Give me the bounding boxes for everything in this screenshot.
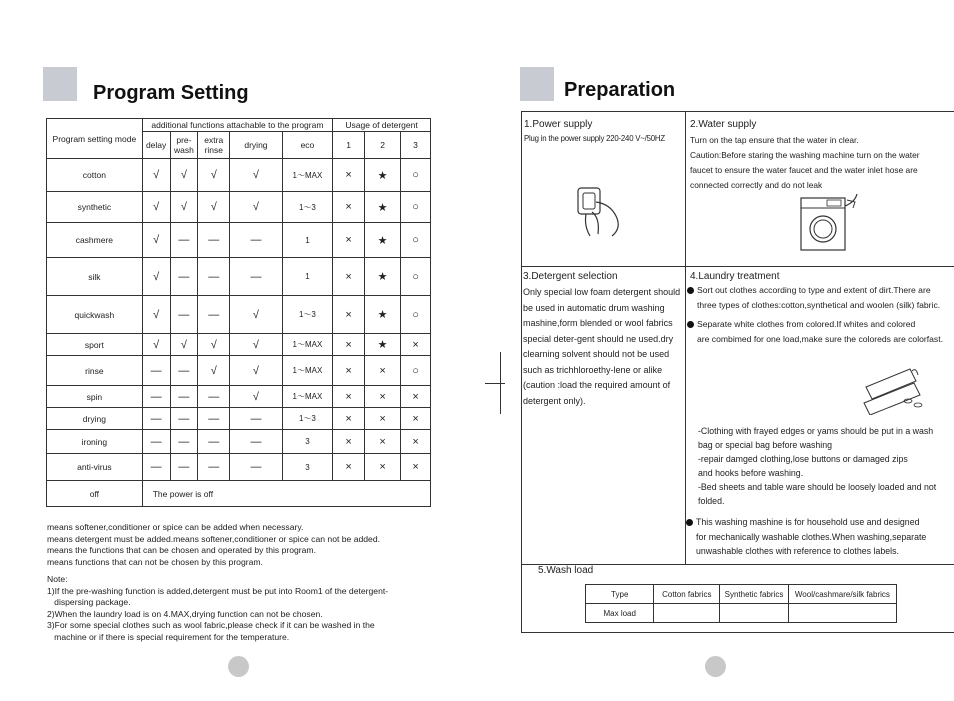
table-cell: ★: [365, 192, 401, 223]
detergent-line: be used in automatic drum washing: [523, 302, 665, 313]
sub-header-3: drying: [230, 132, 283, 159]
wash-load-header-1: Cotton fabrics: [654, 585, 720, 604]
table-cell: ×: [365, 356, 401, 386]
sub-header-4: eco: [282, 132, 332, 159]
table-cell: √: [142, 258, 170, 296]
table-cell: —: [142, 454, 170, 481]
section-marker: [43, 67, 77, 101]
table-row: [47, 356, 431, 386]
table-cell: √: [198, 356, 230, 386]
table-cell: —: [230, 223, 283, 258]
water-line: connected correctly and do not leak: [690, 180, 823, 190]
table-cell: —: [230, 258, 283, 296]
mode-label: anti-virus: [47, 454, 143, 481]
plug-illustration: [572, 182, 632, 242]
table-cell: √: [142, 192, 170, 223]
legend-line: means detergent must be added.means softener,conditioner or spice can not be added.: [47, 533, 380, 544]
note-line: 3)For some special clothes such as wool fabric,please check if it can be washed in the: [47, 620, 375, 630]
bullet-dot: [687, 321, 694, 328]
table-row: [47, 408, 431, 430]
table-cell: —: [198, 408, 230, 430]
table-cell: 1～3: [282, 192, 332, 223]
instruction-line: -repair damged clothing,lose buttons or damaged zips: [698, 454, 908, 464]
wash-load-header-0: Type: [586, 585, 654, 604]
table-cell: ×: [365, 408, 401, 430]
table-cell: —: [170, 296, 198, 334]
detergent-usage-header: Usage of detergent: [333, 119, 431, 132]
table-cell: √: [198, 334, 230, 356]
table-cell: ○: [401, 159, 431, 192]
table-cell: ★: [365, 296, 401, 334]
water-supply-text: [690, 133, 920, 193]
laundry-bullet-2: [687, 317, 943, 347]
note-line: 2)When the laundry load is on 4.MAX,drying function can not be chosen.: [47, 608, 323, 619]
table-cell: √: [230, 334, 283, 356]
table-cell: 1～3: [282, 408, 332, 430]
instruction-line: -Clothing with frayed edges or yams should be put in a wash: [698, 426, 934, 436]
table-cell: ×: [333, 192, 365, 223]
instruction-line: -Bed sheets and table ware should be loosely loaded and not: [698, 482, 937, 492]
sub-header-1: pre- wash: [170, 132, 198, 159]
table-cell: ×: [365, 386, 401, 408]
bullet-line: for mechanically washable clothes.When washing,separate: [696, 531, 927, 542]
max-load-label: Max load: [586, 604, 654, 623]
note-line: 1)If the pre-washing function is added,detergent must be put into Room1 of the detergent-: [47, 585, 389, 596]
table-cell: ○: [401, 296, 431, 334]
program-setting-table: [46, 118, 431, 507]
table-cell: ×: [333, 386, 365, 408]
mode-label: quickwash: [47, 296, 143, 334]
water-supply-heading: 2.Water supply: [690, 119, 757, 130]
wash-load-header-3: Wool/cashmare/silk fabrics: [788, 585, 896, 604]
table-cell: 1～3: [282, 296, 332, 334]
laundry-heading: 4.Laundry treatment: [690, 271, 780, 282]
table-cell: √: [230, 356, 283, 386]
mode-label: spin: [47, 386, 143, 408]
table-cell: ○: [401, 258, 431, 296]
table-cell: √: [142, 159, 170, 192]
table-cell: —: [198, 386, 230, 408]
cell: [788, 604, 896, 623]
mode-label: silk: [47, 258, 143, 296]
table-cell: ×: [333, 408, 365, 430]
table-cell: 1～MAX: [282, 334, 332, 356]
instruction-line: and hooks before washing.: [698, 468, 804, 478]
bullet-line: unwashable clothes with reference to clothes labels.: [696, 546, 899, 556]
note-line: machine or if there is special requirement for the temperature.: [47, 631, 290, 642]
wash-load-heading: 5.Wash load: [538, 565, 594, 576]
table-row: [47, 334, 431, 356]
mode-label: drying: [47, 408, 143, 430]
detergent-line: such as trichhloroethy-lene or alike: [523, 364, 663, 375]
mode-label: cotton: [47, 159, 143, 192]
table-cell: 3: [282, 454, 332, 481]
table-cell: ×: [333, 430, 365, 454]
table-cell: ×: [333, 296, 365, 334]
mode-header: Program setting mode: [47, 119, 143, 159]
notes: [47, 574, 388, 643]
table-cell: —: [142, 408, 170, 430]
detergent-col-2: 2: [365, 132, 401, 159]
table-cell: ×: [333, 454, 365, 481]
table-cell: 1～MAX: [282, 356, 332, 386]
table-cell: —: [142, 386, 170, 408]
table-row: [47, 296, 431, 334]
instruction-line: folded.: [698, 496, 725, 506]
table-cell: √: [230, 159, 283, 192]
table-cell: ★: [365, 223, 401, 258]
bullet-line: Sort out clothes according to type and extent of dirt.There are: [687, 283, 940, 298]
mode-label: off: [47, 481, 143, 507]
table-cell: √: [142, 296, 170, 334]
table-row: [47, 430, 431, 454]
mode-label: sport: [47, 334, 143, 356]
page-title-program-setting: Program Setting: [93, 82, 249, 104]
detergent-text: [523, 285, 680, 409]
bullet-line: This washing mashine is for household use and designed: [686, 515, 926, 530]
table-cell: √: [230, 296, 283, 334]
table-cell: √: [170, 159, 198, 192]
table-row: [47, 159, 431, 192]
power-supply-heading: 1.Power supply: [524, 119, 593, 130]
table-cell: √: [170, 192, 198, 223]
crop-mark: [485, 383, 505, 384]
table-cell: —: [170, 408, 198, 430]
bullet-dot: [686, 519, 693, 526]
divider: [685, 111, 686, 565]
table-cell: 1: [282, 258, 332, 296]
laundry-instructions: [698, 424, 936, 508]
detergent-line: special deter-gent should ne used.dry: [523, 333, 674, 344]
table-cell: —: [198, 296, 230, 334]
detergent-col-3: 3: [401, 132, 431, 159]
table-cell: —: [170, 386, 198, 408]
table-cell: —: [170, 356, 198, 386]
mode-label: synthetic: [47, 192, 143, 223]
table-cell: 1～MAX: [282, 159, 332, 192]
mode-label: cashmere: [47, 223, 143, 258]
note-title: Note:: [47, 574, 68, 584]
table-cell: —: [142, 430, 170, 454]
table-cell: —: [170, 454, 198, 481]
table-cell: ○: [401, 223, 431, 258]
legend-line: means the functions that can be chosen and operated by this program.: [47, 545, 316, 555]
off-text: The power is off: [142, 481, 430, 507]
table-cell: ×: [401, 430, 431, 454]
water-line: faucet to ensure the water faucet and the water inlet hose are: [690, 165, 918, 175]
divider: [521, 266, 954, 267]
table-cell: —: [170, 430, 198, 454]
table-cell: —: [198, 223, 230, 258]
table-cell: —: [142, 356, 170, 386]
table-row-off: [47, 481, 431, 507]
table-cell: ★: [365, 258, 401, 296]
detergent-line: Only special low foam detergent should: [523, 287, 681, 297]
power-supply-text: Plug in the power supply 220-240 V~/50HZ: [524, 134, 665, 143]
table-cell: —: [198, 454, 230, 481]
instruction-line: bag or special bag before washing: [698, 440, 832, 450]
table-cell: —: [170, 223, 198, 258]
table-cell: ×: [365, 430, 401, 454]
table-cell: √: [142, 223, 170, 258]
table-cell: √: [230, 192, 283, 223]
detergent-heading: 3.Detergent selection: [523, 271, 618, 282]
bullet-line: three types of clothes:cotton,synthetical and woolen (silk) fabric.: [697, 300, 941, 310]
wash-load-header-2: Synthetic fabrics: [720, 585, 789, 604]
cell: [654, 604, 720, 623]
table-cell: ★: [365, 159, 401, 192]
laundry-bullet-1: [687, 283, 940, 313]
bullet-line: Separate white clothes from colored.If whites and colored: [687, 317, 943, 332]
water-line: Caution:Before staring the washing machine turn on the water: [690, 150, 920, 160]
clothing-label-illustration: [860, 365, 940, 415]
detergent-line: (caution :load the required amount of: [523, 380, 671, 390]
mode-label: rinse: [47, 356, 143, 386]
legend-line: means functions that can not be chosen by this program.: [47, 556, 263, 567]
laundry-bullet-3: [686, 515, 926, 559]
table-cell: —: [230, 430, 283, 454]
note-line: dispersing package.: [47, 597, 131, 607]
page-number-circle-right: [705, 656, 726, 677]
table-cell: ×: [401, 386, 431, 408]
table-cell: √: [170, 334, 198, 356]
table-cell: 3: [282, 430, 332, 454]
table-cell: ×: [365, 454, 401, 481]
table-cell: 1: [282, 223, 332, 258]
table-cell: √: [142, 334, 170, 356]
legend-line: means softener,conditioner or spice can be added when necessary.: [47, 522, 304, 532]
table-row: [47, 223, 431, 258]
table-cell: ×: [333, 334, 365, 356]
table-cell: ○: [401, 356, 431, 386]
table-cell: √: [198, 192, 230, 223]
table-cell: ○: [401, 192, 431, 223]
table-cell: ×: [333, 356, 365, 386]
detergent-col-1: 1: [333, 132, 365, 159]
detergent-line: detergent only).: [523, 395, 586, 406]
table-cell: ★: [365, 334, 401, 356]
table-row: [47, 192, 431, 223]
table-cell: —: [230, 408, 283, 430]
table-cell: ×: [333, 159, 365, 192]
additional-functions-header: additional functions attachable to the program: [142, 119, 332, 132]
table-cell: ×: [401, 408, 431, 430]
table-cell: —: [170, 258, 198, 296]
bullet-dot: [687, 287, 694, 294]
table-cell: √: [230, 386, 283, 408]
table-row: [47, 386, 431, 408]
sub-header-2: extra rinse: [198, 132, 230, 159]
detergent-line: mashine,form blended or wool fabrics: [523, 318, 673, 328]
table-cell: —: [198, 430, 230, 454]
table-cell: —: [230, 454, 283, 481]
table-cell: √: [198, 159, 230, 192]
table-cell: ×: [401, 334, 431, 356]
section-marker: [520, 67, 554, 101]
water-line: Turn on the tap ensure that the water in clear.: [690, 135, 859, 145]
cell: [720, 604, 789, 623]
page-title-preparation: Preparation: [564, 79, 676, 101]
table-cell: ×: [333, 223, 365, 258]
legend: [47, 522, 380, 568]
page-number-circle-left: [228, 656, 249, 677]
mode-label: ironing: [47, 430, 143, 454]
sub-header-0: delay: [142, 132, 170, 159]
detergent-line: clearning solvent should not be used: [523, 349, 670, 359]
bullet-line: are combimed for one load,make sure the coloreds are colorfast.: [697, 334, 944, 344]
table-cell: ×: [401, 454, 431, 481]
washing-machine-illustration: [795, 192, 865, 254]
table-cell: —: [198, 258, 230, 296]
table-row: [47, 258, 431, 296]
wash-load-table: [585, 584, 897, 623]
table-cell: ×: [333, 258, 365, 296]
table-row: [47, 454, 431, 481]
table-cell: 1～MAX: [282, 386, 332, 408]
